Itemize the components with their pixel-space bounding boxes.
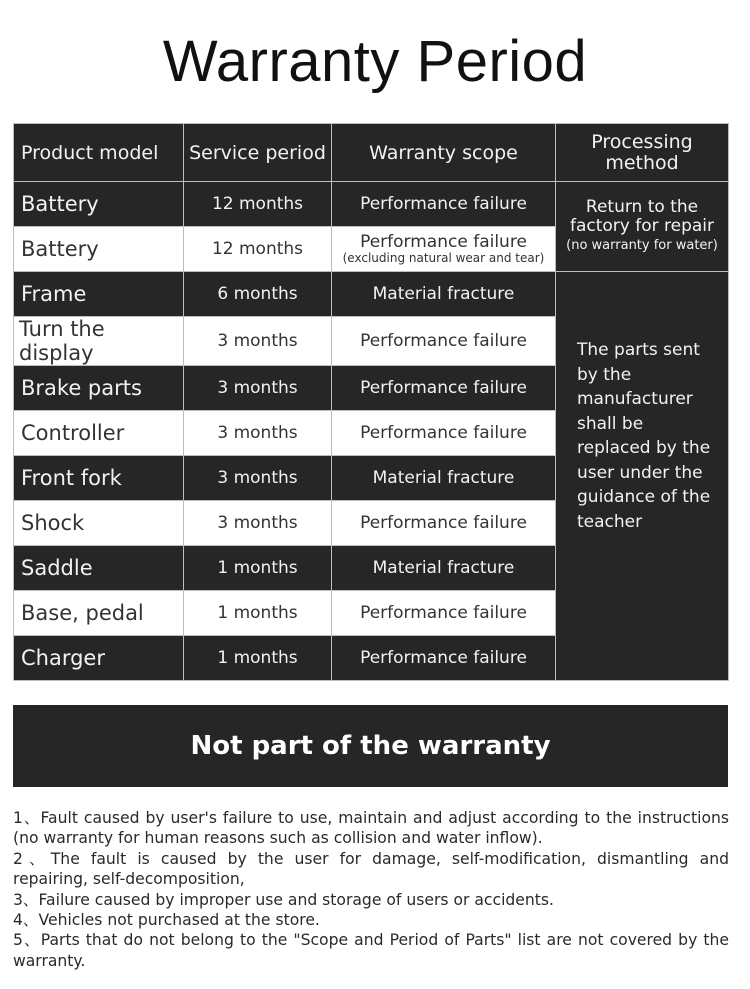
row-period: 3 months — [184, 501, 332, 546]
row-period: 3 months — [184, 366, 332, 411]
exclusions-list — [13, 808, 729, 971]
row-model: Front fork — [14, 456, 184, 501]
row-scope: Performance failure (excluding natural wear and tear) — [332, 227, 556, 272]
row-scope: Performance failure — [332, 182, 556, 227]
row-scope: Performance failure — [332, 366, 556, 411]
row-scope: Material fracture — [332, 272, 556, 317]
row-scope: Performance failure — [332, 591, 556, 636]
row-model: Battery — [14, 227, 184, 272]
table-header-row — [14, 124, 729, 182]
not-covered-banner: Not part of the warranty — [13, 705, 728, 787]
exclusion-item: 2、The fault is caused by the user for damage, self-modification, dismantling and repairing, self-decomposition, — [13, 849, 729, 889]
row-model: Controller — [14, 411, 184, 456]
row-scope: Performance failure — [332, 411, 556, 456]
row-period: 1 months — [184, 636, 332, 681]
row-scope: Material fracture — [332, 456, 556, 501]
row-scope: Performance failure — [332, 636, 556, 681]
header-product-model: Product model — [14, 124, 184, 182]
row-scope: Performance failure — [332, 501, 556, 546]
row-model: Brake parts — [14, 366, 184, 411]
row-period: 3 months — [184, 411, 332, 456]
warranty-table — [13, 123, 729, 681]
row-model: Saddle — [14, 546, 184, 591]
row-model: Shock — [14, 501, 184, 546]
row-scope: Performance failure — [332, 317, 556, 366]
page-title: Warranty Period — [162, 29, 588, 94]
header-warranty-scope: Warranty scope — [332, 124, 556, 182]
row-scope: Material fracture — [332, 546, 556, 591]
row-model: Battery — [14, 182, 184, 227]
row-period: 3 months — [184, 317, 332, 366]
exclusion-item: 1、Fault caused by user's failure to use, maintain and adjust according to the instructions (no warranty for human reasons such as collision and water inflow). — [13, 809, 729, 848]
exclusion-item: 4、Vehicles not purchased at the store. — [13, 911, 320, 930]
row-period: 12 months — [184, 182, 332, 227]
row-model: Charger — [14, 636, 184, 681]
processing-method-replace-parts: The parts sent by the manufacturer shall be replaced by the user under the guidance of the teacher — [556, 272, 729, 681]
row-model: Turn the display — [14, 317, 184, 366]
row-model: Base, pedal — [14, 591, 184, 636]
row-model: Frame — [14, 272, 184, 317]
table-row — [14, 182, 729, 227]
row-period: 1 months — [184, 591, 332, 636]
row-period: 12 months — [184, 227, 332, 272]
header-service-period: Service period — [184, 124, 332, 182]
table-row — [14, 272, 729, 317]
exclusion-item: 3、Failure caused by improper use and storage of users or accidents. — [13, 890, 554, 909]
row-period: 6 months — [184, 272, 332, 317]
row-period: 3 months — [184, 456, 332, 501]
exclusion-item: 5、Parts that do not belong to the "Scope and Period of Parts" list are not covered by the warranty. — [13, 931, 729, 970]
processing-method-return-factory: Return to the factory for repair (no warranty for water) — [556, 182, 729, 272]
header-processing-method: Processing method — [556, 124, 729, 182]
row-period: 1 months — [184, 546, 332, 591]
